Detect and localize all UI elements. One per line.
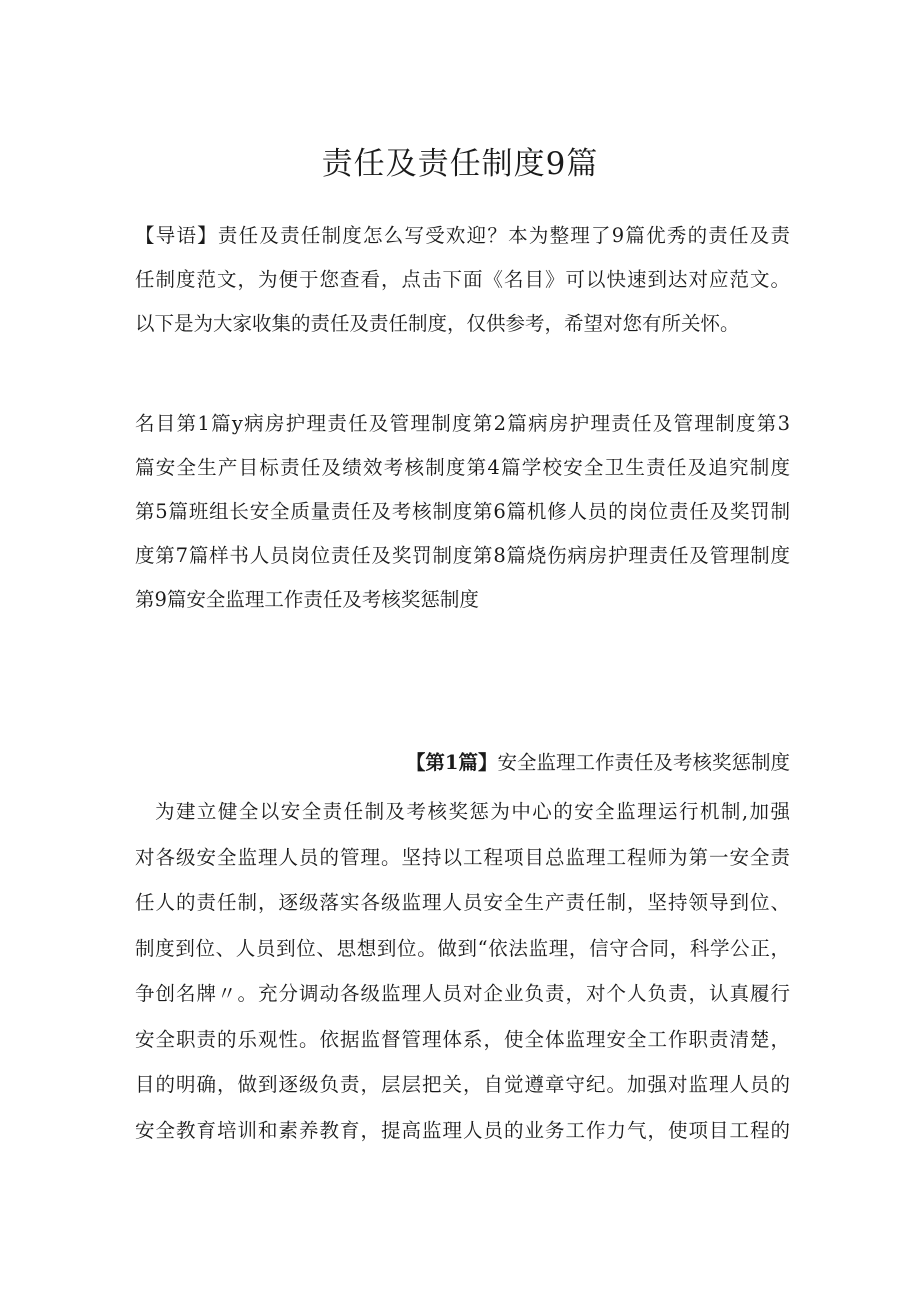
body-line: 安全教育培训和素养教育，提高监理人员的业务工作力气，使项目工程的: [135, 1118, 790, 1142]
toc-line[interactable]: 名目第1篇y病房护理责任及管理制度第2篇病房护理责任及管理制度第3: [135, 412, 790, 435]
intro-line: 【导语】责任及责任制度怎么写受欢迎？本为整理了9篇优秀的责任及责: [135, 224, 790, 247]
document-title: 责任及责任制度9篇: [321, 146, 599, 182]
intro-paragraph: [135, 214, 790, 346]
section-body: [135, 789, 790, 1153]
section-tag: 【第1篇】: [405, 751, 498, 774]
intro-line: 以下是为大家收集的责任及责任制度，仅供参考，希望对您有所关怀。: [135, 312, 740, 335]
section-heading: [135, 744, 790, 782]
body-line: 安全职责的乐观性。依据监督管理体系，使全体监理安全工作职责清楚，: [135, 1027, 790, 1051]
intro-line: 任制度范文，为便于您查看，点击下面《名目》可以快速到达对应范文。: [135, 268, 790, 291]
body-line: 任人的责任制，逐级落实各级监理人员安全生产责任制，坚持领导到位、: [135, 891, 790, 914]
body-line: 目的明确，做到逐级负责，层层把关，自觉遵章守纪。加强对监理人员的: [135, 1073, 790, 1096]
table-of-contents: [135, 402, 790, 622]
body-line: 为建立健全以安全责任制及考核奖惩为中心的安全监理运行机制,加强: [155, 800, 790, 823]
toc-line[interactable]: 篇安全生产目标责任及绩效考核制度第4篇学校安全卫生责任及追究制度: [135, 456, 790, 479]
toc-line[interactable]: 度第7篇样书人员岗位责任及奖罚制度第8篇烧伤病房护理责任及管理制度: [135, 544, 790, 567]
body-line: 制度到位、人员到位、思想到位。做到“依法监理，信守合同，科学公正，: [135, 936, 790, 960]
section-title: 安全监理工作责任及考核奖惩制度: [497, 751, 790, 774]
toc-line[interactable]: 第9篇安全监理工作责任及考核奖惩制度: [135, 588, 479, 611]
body-line: 对各级安全监理人员的管理。坚持以工程项目总监理工程师为第一安全责: [135, 845, 790, 869]
body-line: 争创名牌〃。充分调动各级监理人员对企业负责，对个人负责，认真履行: [135, 982, 790, 1005]
toc-line[interactable]: 第5篇班组长安全质量责任及考核制度第6篇机修人员的岗位责任及奖罚制: [135, 500, 790, 523]
